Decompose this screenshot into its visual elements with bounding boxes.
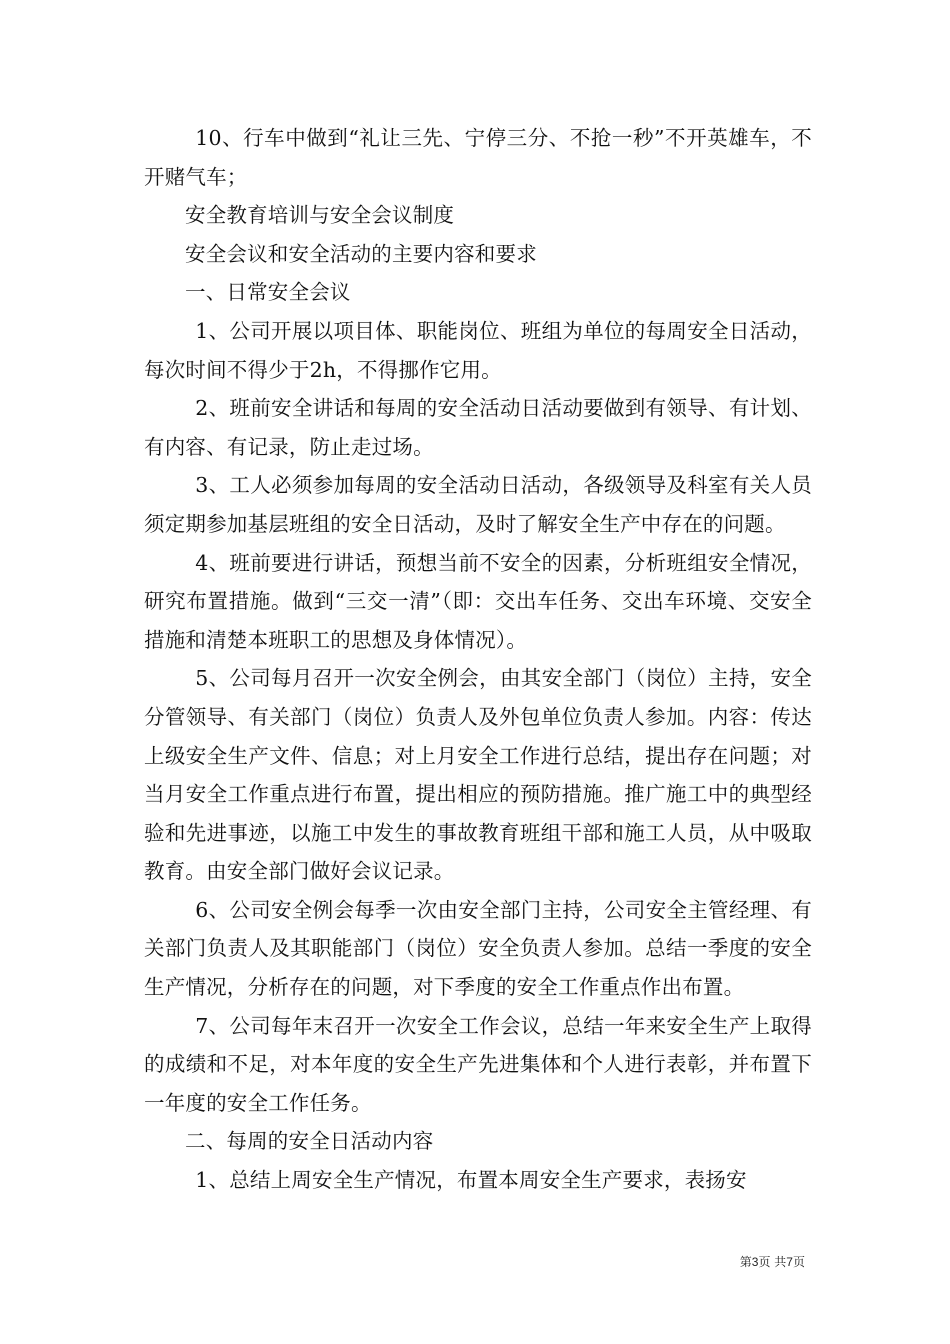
footer-prefix: 第 — [739, 1255, 752, 1269]
total-pages-number: 7 — [786, 1255, 793, 1269]
section-heading: 安全会议和安全活动的主要内容和要求 — [185, 241, 537, 266]
body-paragraph: 1、总结上周安全生产情况，布置本周安全生产要求，表扬安 — [195, 1168, 747, 1193]
footer-middle: 页 共 — [758, 1255, 787, 1269]
page-footer — [740, 1254, 805, 1270]
body-paragraph: 2、班前安全讲话和每周的安全活动日活动要做到有领导、有计划、有内容、有记录，防止走过场。 — [144, 396, 812, 459]
body-paragraph: 6、公司安全例会每季一次由安全部门主持，公司安全主管经理、有关部门负责人及其职能部门（岗位）安全负责人参加。总结一季度的安全生产情况，分析存在的问题，对下季度的安全工作重点作出布置。 — [144, 897, 812, 1000]
body-paragraph: 4、班前要进行讲话，预想当前不安全的因素，分析班组安全情况，研究布置措施。做到“三交一清”（即：交出车任务、交出车环境、交安全措施和清楚本班职工的思想及身体情况）。 — [144, 550, 812, 652]
body-paragraph: 5、公司每月召开一次安全例会，由其安全部门（岗位）主持，安全分管领导、有关部门（岗位）负责人及外包单位负责人参加。内容：传达上级安全生产文件、信息；对上月安全工作进行总结，提出存在问题；对当月安全工作重点进行布置，提出相应的预防措施。推广施工中的典型经验和先进事迹，以施工中发生的事故教育班组干部和施工人员，从中吸取教育。由安全部门做好会议记录。 — [144, 666, 812, 884]
section-heading: 一、日常安全会议 — [185, 280, 351, 305]
body-paragraph: 3、工人必须参加每周的安全活动日活动，各级领导及科室有关人员须定期参加基层班组的安全日活动，及时了解安全生产中存在的问题。 — [144, 473, 812, 536]
section-heading: 二、每周的安全日活动内容 — [185, 1129, 434, 1154]
current-page-number: 3 — [751, 1255, 759, 1269]
body-paragraph: 1、公司开展以项目体、职能岗位、班组为单位的每周安全日活动，每次时间不得少于2h，不得挪作它用。 — [144, 318, 812, 382]
body-paragraph: 10、行车中做到“礼让三先、宁停三分、不抢一秒”不开英雄车，不开赌气车； — [144, 126, 812, 189]
document-body — [144, 119, 812, 1200]
section-heading: 安全教育培训与安全会议制度 — [185, 203, 455, 228]
body-paragraph: 7、公司每年末召开一次安全工作会议，总结一年来安全生产上取得的成绩和不足，对本年度的安全生产先进集体和个人进行表彰，并布置下一年度的安全工作任务。 — [144, 1013, 812, 1115]
footer-suffix: 页 — [792, 1255, 805, 1269]
